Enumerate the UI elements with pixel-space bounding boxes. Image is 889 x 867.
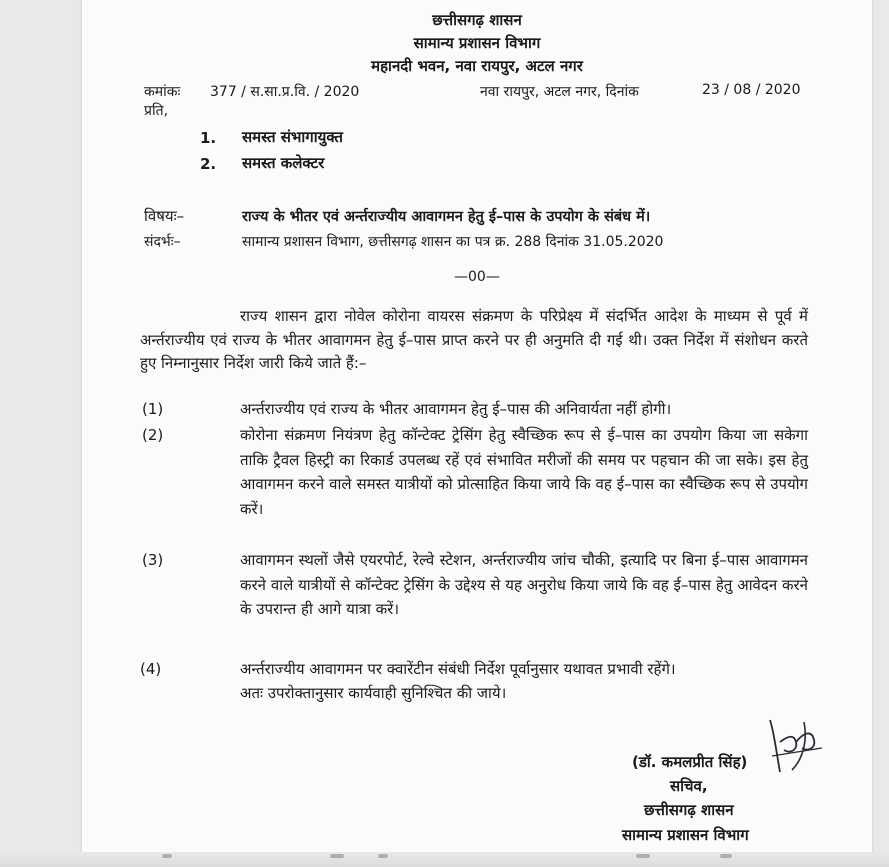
next-page-edge <box>0 852 889 867</box>
letter-page <box>82 0 872 867</box>
reference-text: सामान्य प्रशासन विभाग, छत्तीसगढ़ शासन का पत्र क्र. 288 दिनांक 31.05.2020 <box>242 234 664 250</box>
ref-number: 377 / स.सा.प्र.वि. / 2020 <box>210 84 360 100</box>
signatory-name: (डॉ. कमलप्रीत सिंह) <box>632 753 748 771</box>
separator: —00— <box>454 269 500 285</box>
to-label: प्रति, <box>144 103 169 119</box>
handwritten-signature <box>762 712 832 782</box>
signatory-department: सामान्य प्रशासन विभाग <box>622 826 749 844</box>
closing-text: अतः उपरोक्तानुसार कार्यवाही सुनिश्चित की जाये। <box>240 684 507 702</box>
item-number: (1) <box>142 400 164 418</box>
header-govt: छत्तीसगढ़ शासन <box>432 11 522 29</box>
intro-paragraph: राज्य शासन द्वारा नोवेल कोरोना वायरस संक्रमण के परिप्रेक्ष्य में संदर्भित आदेश के माध्यम से पूर्व में अर्न्तराज्यीय एवं राज्य के भीतर आवागमन हेतु ई–पास प्राप्त करने पर ही अनुमति दी गई थी। उक्त निर्देश में संशोधन करते हुए निम्नानुसार निर्देश जारी किये जाते हैं:– <box>140 307 808 372</box>
subject-text: राज्य के भीतर एवं अर्न्तराज्यीय आवागमन हेतु ई–पास के उपयोग के संबंध में। <box>242 209 651 225</box>
recipient-text: समस्त कलेक्टर <box>242 154 325 172</box>
recipient-text: समस्त संभागायुक्त <box>242 128 343 146</box>
ref-label: कमांकः <box>144 84 181 100</box>
item-number: (2) <box>142 426 164 444</box>
item-text: अर्न्तराज्यीय एवं राज्य के भीतर आवागमन हेतु ई–पास की अनिवार्यता नहीं होगी। <box>240 400 672 418</box>
reference-label: संदर्भः– <box>144 234 181 250</box>
item-text: अर्न्तराज्यीय आवागमन पर क्वारेंटीन संबंधी निर्देश पूर्वानुसार यथावत प्रभावी रहेंगे। <box>240 660 676 678</box>
subject-label: विषयः– <box>144 207 185 225</box>
item-text: कोरोना संक्रमण नियंत्रण हेतु कॉन्टेक्ट ट्रेसिंग हेतु स्वैच्छिक रूप से ई–पास का उपयोग किया जा सकेगा ताकि ट्रैवल हिस्ट्री का रिकार्ड उपलब्ध रहें एवं संभावित मरीजों की समय पर पहचान की जा सके। इस हेतु आवागमन करने वाले समस्त यात्रीयों को प्रोत्साहित किया जाये कि वह ई–पास का स्वैच्छिक रूप से उपयोग करें। <box>240 426 808 518</box>
item-number: (4) <box>140 660 162 678</box>
item-text: आवागमन स्थलों जैसे एयरपोर्ट, रेल्वे स्टेशन, अर्न्तराज्यीय जांच चौकी, इत्यादि पर बिना ई–पास आवागमन करने वाले यात्रीयों से कॉन्टेक्ट ट्रेसिंग के उद्देश्य से यह अनुरोध किया जाये कि वह ई–पास हेतु आवेदन करने के उपरान्त ही आगे यात्रा करें। <box>240 551 808 618</box>
recipient-number: 1. <box>200 129 217 147</box>
header-department: सामान्य प्रशासन विभाग <box>413 34 541 52</box>
signatory-designation: सचिव, <box>670 777 708 795</box>
ref-date: 23 / 08 / 2020 <box>702 82 801 98</box>
ref-place-date-label: नवा रायपुर, अटल नगर, दिनांक <box>480 84 639 100</box>
signatory-org: छत्तीसगढ़ शासन <box>644 801 734 819</box>
header-address: महानदी भवन, नवा रायपुर, अटल नगर <box>371 57 583 75</box>
item-number: (3) <box>142 551 164 569</box>
recipient-number: 2. <box>200 155 217 173</box>
